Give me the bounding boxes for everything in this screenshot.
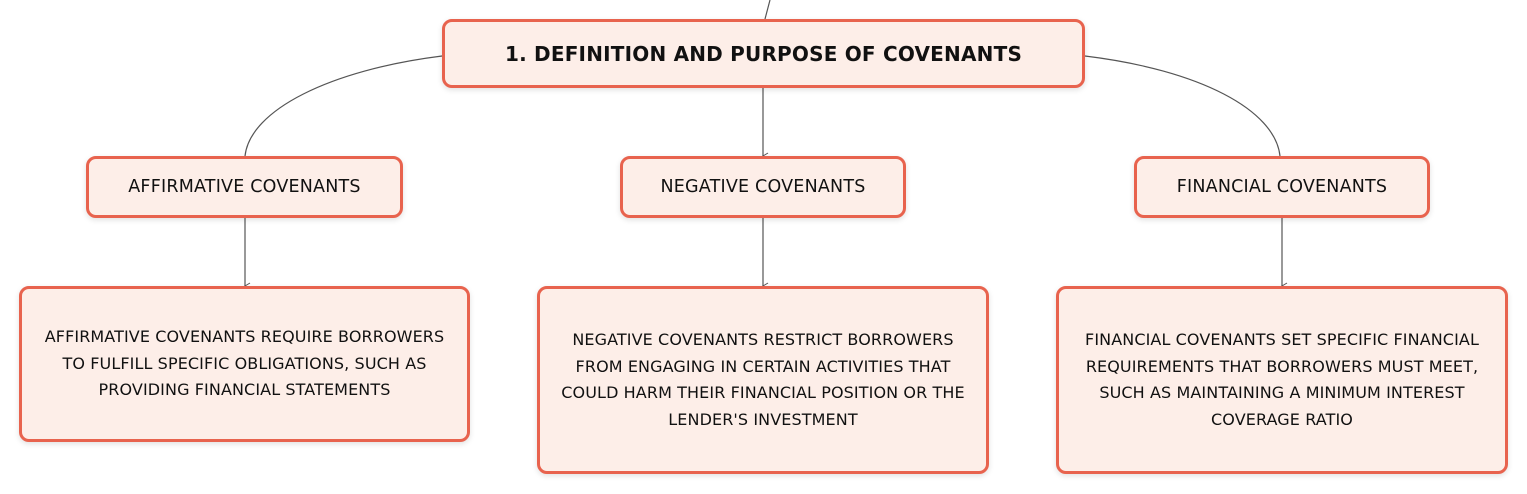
affirmative-covenants-label: AFFIRMATIVE COVENANTS bbox=[128, 177, 361, 197]
financial-covenants-node[interactable] bbox=[1134, 156, 1430, 218]
root-label: 1. DEFINITION AND PURPOSE OF COVENANTS bbox=[504, 41, 1023, 66]
negative-covenants-detail: NEGATIVE COVENANTS RESTRICT BORROWERS FROM ENGAGING IN CERTAIN ACTIVITIES THAT COULD HARM THEIR FINANCIAL POSITION OR THE LENDER'S INVESTMENT bbox=[561, 330, 965, 429]
financial-covenants-detail: FINANCIAL COVENANTS SET SPECIFIC FINANCIAL REQUIREMENTS THAT BORROWERS MUST MEET, SUCH AS MAINTAINING A MINIMUM INTEREST COVERAGE RATIO bbox=[1085, 330, 1479, 429]
negative-covenants-detail-node[interactable] bbox=[537, 286, 989, 474]
affirmative-covenants-node[interactable] bbox=[86, 156, 403, 218]
negative-covenants-label: NEGATIVE COVENANTS bbox=[660, 177, 866, 197]
negative-covenants-node[interactable] bbox=[620, 156, 906, 218]
connector-root-to-financial bbox=[1085, 56, 1280, 156]
financial-covenants-detail-node[interactable] bbox=[1056, 286, 1508, 474]
root-node[interactable] bbox=[442, 19, 1085, 88]
connector-root-to-affirmative bbox=[245, 56, 442, 156]
affirmative-covenants-detail-node[interactable] bbox=[19, 286, 470, 442]
financial-covenants-label: FINANCIAL COVENANTS bbox=[1176, 177, 1388, 197]
connector-from-parent bbox=[765, 0, 770, 19]
affirmative-covenants-detail: AFFIRMATIVE COVENANTS REQUIRE BORROWERS TO FULFILL SPECIFIC OBLIGATIONS, SUCH AS PROVIDING FINANCIAL STATEMENTS bbox=[44, 327, 445, 400]
